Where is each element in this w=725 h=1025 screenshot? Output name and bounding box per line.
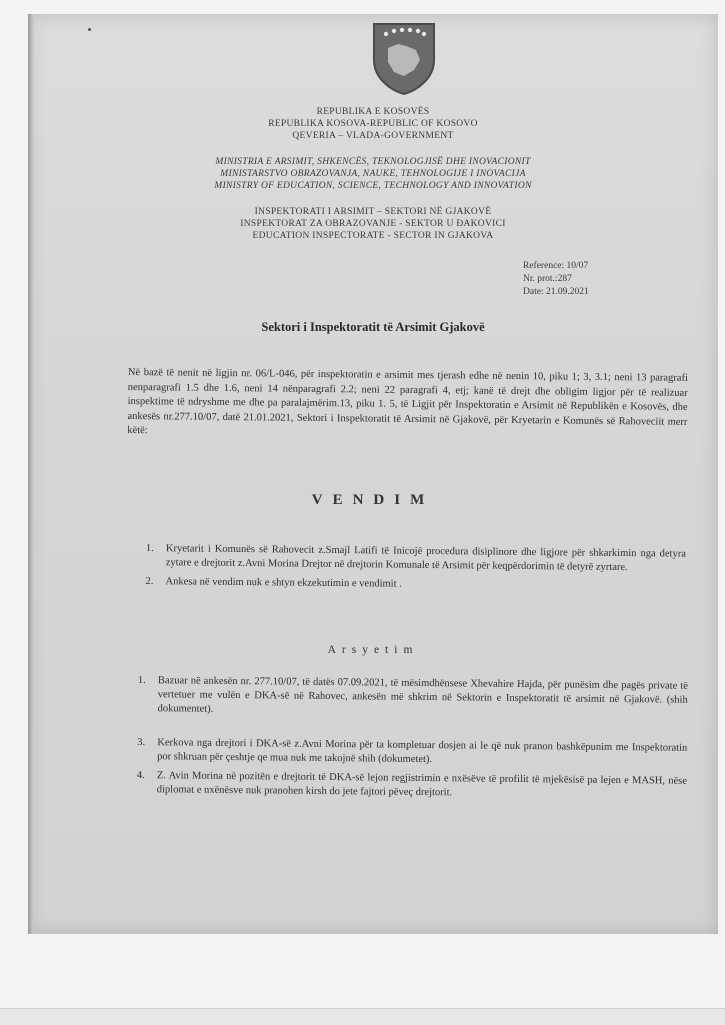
kosovo-emblem-icon: [368, 20, 440, 96]
header-line: MINISTARSTVO OBRAZOVANJA, NAUKE, TEHNOLOGIJE I INOVACIJA: [220, 169, 526, 179]
decision-item: [146, 542, 686, 576]
scan-speck: [88, 28, 91, 31]
header-line: INSPEKTORAT ZA OBRAZOVANJE - SEKTOR U ĐAKOVICI: [240, 219, 506, 229]
item-number: 1.: [137, 674, 146, 687]
scan-edge: [28, 14, 34, 934]
sector-title: Sektori i Inspektoratit të Arsimit Gjakovë: [261, 320, 485, 334]
reasoning-title: Arsyetim: [327, 644, 419, 656]
decision-list: [145, 542, 686, 600]
item-text: Ankesa në vendim nuk e shtyn ekzekutimin e vendimit .: [165, 576, 402, 590]
header-line: MINISTRIA E ARSIMIT, SHKENCËS, TEKNOLOGJISË DHE INOVACIONIT: [215, 157, 531, 167]
reasoning-item: [137, 769, 687, 803]
item-number: 3.: [137, 736, 146, 749]
republic-header: [28, 106, 718, 142]
reference-block: [523, 260, 589, 299]
reasoning-item: [137, 736, 687, 770]
item-text: Kryetarit i Komunës së Rahovecit z.Smajl Latifi të Inicojë procedura disiplinore dhe ligjore për shkarkimin nga detyra zytare e drejtorit z.Avni Morina Drejtor në drejtorin Komunale të Arsimit për keqpërdorimin të detyrë zyrtare.: [165, 543, 686, 574]
spacer: [137, 721, 687, 737]
item-text: Bazuar në ankesën nr. 277.10/07, të datës 07.09.2021, të mësimdhënsese Xhevahire Hajda, për punësim dhe pagës private të vertetuer me vulën e DKA-së në Rahovec, ankesën më shkrim në Sektorin e Inspektoratit të arsimit në Gjakovë. (shih dokumentet).: [157, 675, 688, 715]
header-line: INSPEKTORATI I ARSIMIT – SEKTORI NË GJAKOVË: [254, 207, 492, 217]
header-line: EDUCATION INSPECTORATE - SECTOR IN GJAKOVA: [252, 231, 494, 241]
reasoning-item: [138, 674, 688, 722]
item-text: Kerkova nga drejtori i DKA-së z.Avni Morina për ta kompletuar dosjen ai le që nuk pranon bashkëpunim me Inspektoratin por shkruan për çeshtje qe mua nuk me takojnë shih (dokumetet).: [157, 737, 688, 766]
scanned-document: [28, 14, 718, 934]
ministry-header: [28, 156, 718, 192]
header-line: MINISTRY OF EDUCATION, SCIENCE, TECHNOLOGY AND INNOVATION: [214, 181, 532, 191]
item-number: 2.: [145, 575, 154, 588]
decision-title: VENDIM: [311, 492, 435, 508]
item-text: Z. Avin Morina në pozitën e drejtorit të DKA-së lejon regjistrimin e nxësëve të profilit të mjekësisë pa lejen e MASH, nëse diplomat e nxënësve nuk pranohen kirsh do jete fajtori pëveç drejtorit.: [156, 770, 687, 799]
document-date: Date: 21.09.2021: [523, 287, 589, 297]
protocol-number: Nr. prot.:287: [523, 274, 572, 284]
reference-number: Reference: 10/07: [523, 261, 589, 271]
header-line: REPUBLIKA KOSOVA-REPUBLIC OF KOSOVO: [268, 119, 478, 129]
decision-item: [146, 575, 686, 595]
page-bottom-strip: [0, 1008, 725, 1025]
header-line: QEVERIA – VLADA-GOVERNMENT: [292, 131, 454, 141]
inspectorate-header: [28, 206, 718, 242]
header-line: REPUBLIKA E KOSOVËS: [316, 107, 430, 117]
item-number: 1.: [145, 542, 154, 555]
reasoning-list: [137, 674, 688, 808]
intro-paragraph: Në bazë të nenit në ligjin nr. 06/L-046, për inspektoratin e arsimit mes tjerash edhe në nenin 10, piku 1; 3, 3.1; neni 13 paragrafi nenparagrafi 1.5 dhe 1.6, neni 14 nënparagrafi 2.2; neni 22 paragrafi 4, etj; kanë të drejt dhe obligim ligjor për të realizuar inspektime të ndryshme me dhe pa paralajmërim.13, piku 1. 5, të Ligjit për Inspektoratin e Arsimit në Republikën e Kosovës, dhe ankesës nr.277.10/07, datë 21.01.2021, Sektori i Inspektoratit të Arsimit në Gjakovë, për Kryetarin e Komunës së Rahoveciit merr këtë:: [127, 366, 688, 437]
item-number: 4.: [136, 769, 145, 782]
